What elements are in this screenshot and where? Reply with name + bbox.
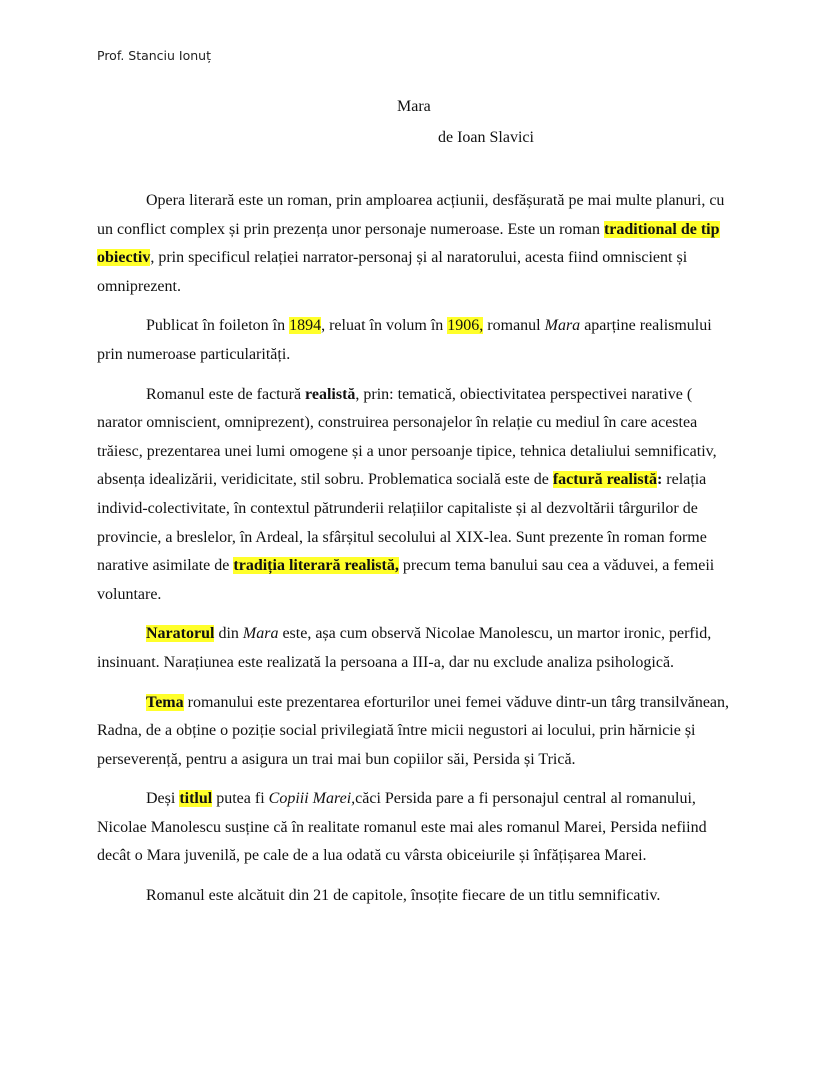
document-title: Mara [397, 98, 431, 115]
paragraph-2 [97, 312, 732, 369]
highlight: traditional de tip obiectiv [97, 220, 720, 267]
text-run: Publicat în foileton în [146, 317, 290, 335]
text-run: aparține realismului prin numeroase particularități. [97, 317, 712, 363]
highlight: tradiția literară realistă, [233, 557, 399, 575]
text-run: relația individ-colectivitate, în contextul pătrunderii relațiilor capitaliste și al dezvoltării târgurilor de provincie, a breslelor, în Ardeal, la sfârșitul secolului al XIX-lea. Sunt prezente în roman forme narative asimilate de [97, 471, 707, 575]
paragraph-7 [97, 882, 732, 911]
italic-text: Mara [544, 317, 581, 335]
text-run: precum tema banului sau cea a văduvei, a femeii voluntare. [97, 557, 715, 603]
highlight: factură realistă [552, 471, 657, 489]
text-run: Romanul este de factură [146, 385, 306, 403]
paragraph-5 [97, 689, 732, 775]
document-subtitle: de Ioan Slavici [438, 129, 534, 146]
text-run: Deși [146, 790, 180, 808]
text-run: , prin: tematică, obiectivitatea perspectivei narative ( narator omniscient, omniprezent), construirea personajelor în relație cu mediul în care acestea trăiesc, prezentarea unei lumi omogene și a unor persoanje tipice, tehnica detaliului semnificativ, absența idealizării, veridicitate, stil sobru. Problematica socială este de [97, 385, 717, 489]
text-run: , reluat în volum în [321, 317, 448, 335]
author-header: Prof. Stanciu Ionuț [97, 48, 212, 63]
bold-text: : [656, 471, 663, 489]
italic-text: Mara [242, 625, 279, 643]
text-run: romanul [483, 317, 545, 335]
italic-text: Copiii Marei, [268, 790, 356, 808]
bold-text: realistă [305, 385, 356, 403]
text-run: putea fi [212, 790, 269, 808]
text-run: căci Persida pare a fi personajul central al romanului, Nicolae Manolescu susține că în realitate romanul este mai ales romanul Marei, Persida nefiind decât o Mara juvenilă, pe cale de a lua odată cu vârsta obiceiurile și înfățișarea Marei. [97, 790, 707, 865]
highlight: Naratorul [146, 625, 215, 643]
paragraph-1 [97, 187, 732, 301]
text-run: romanului este prezentarea eforturilor unei femei văduve dintr-un târg transilvănean, Radna, de a obține o poziție social privilegiată între micii negustori ai locului, prin hărnicie și perseverență, pentru a asigura un trai mai bun copiilor săi, Persida și Trică. [97, 693, 730, 768]
text-run: Opera literară este un roman, prin amploarea acțiunii, desfășurată pe mai multe planuri, cu un conflict complex și prin prezența unor personaje numeroase. Este un roman [97, 192, 725, 238]
highlight: 1906, [447, 317, 484, 335]
highlight: Tema [146, 693, 184, 711]
highlight: 1894 [289, 317, 322, 335]
document-body [97, 187, 732, 922]
text-run: din [214, 625, 243, 643]
paragraph-3 [97, 381, 732, 610]
paragraph-4 [97, 620, 732, 677]
paragraph-6 [97, 785, 732, 871]
highlight: titlul [179, 790, 213, 808]
text-run: este, așa cum observă Nicolae Manolescu, un martor ironic, perfid, insinuant. Narațiunea este realizată la persoana a III-a, dar nu exclude analiza psihologică. [97, 625, 712, 671]
text-run: , prin specificul relației narrator-personaj și al naratorului, acesta fiind omniscient și omniprezent. [97, 249, 688, 295]
text-run: Romanul este alcătuit din 21 de capitole, însoțite fiecare de un titlu semnificativ. [146, 887, 661, 905]
